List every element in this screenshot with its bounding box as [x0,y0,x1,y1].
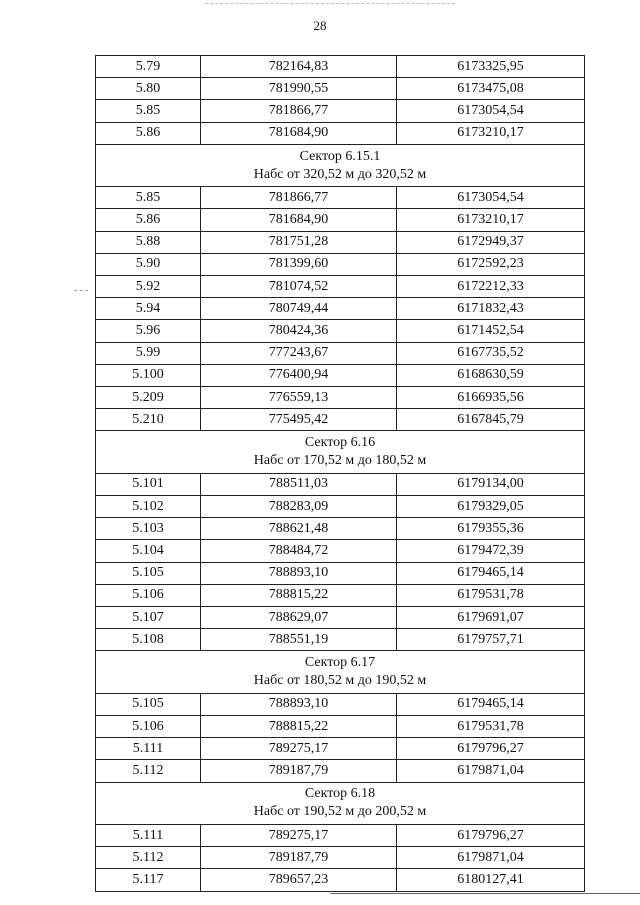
y-coordinate-cell: 6173325,95 [397,56,585,78]
table-row [96,187,585,209]
point-number-cell: 5.106 [96,716,201,738]
y-coordinate-cell: 6171832,43 [397,298,585,320]
x-coordinate-cell: 781990,55 [201,78,397,100]
point-number-cell: 5.102 [96,496,201,518]
y-coordinate-cell: 6179531,78 [397,584,585,606]
y-coordinate-cell: 6179757,71 [397,629,585,651]
table-row [96,209,585,231]
x-coordinate-cell: 776559,13 [201,386,397,408]
table-row [96,386,585,408]
x-coordinate-cell: 788893,10 [201,693,397,715]
y-coordinate-cell: 6167845,79 [397,409,585,431]
sector-height-range: Набс от 170,52 м до 180,52 м [253,453,427,469]
x-coordinate-cell: 776400,94 [201,364,397,386]
point-number-cell: 5.90 [96,253,201,275]
x-coordinate-cell: 777243,67 [201,342,397,364]
table-row [96,825,585,847]
x-coordinate-cell: 782164,83 [201,56,397,78]
x-coordinate-cell: 788511,03 [201,473,397,495]
coordinates-table-body [96,56,585,892]
y-coordinate-cell: 6179472,39 [397,540,585,562]
table-row [96,473,585,495]
point-number-cell: 5.111 [96,738,201,760]
point-number-cell: 5.108 [96,629,201,651]
point-number-cell: 5.101 [96,473,201,495]
y-coordinate-cell: 6171452,54 [397,320,585,342]
sector-height-range: Набс от 320,52 м до 320,52 м [253,166,427,182]
sector-header [96,651,585,694]
y-coordinate-cell: 6179871,04 [397,760,585,782]
y-coordinate-cell: 6173475,08 [397,78,585,100]
point-number-cell: 5.80 [96,78,201,100]
point-number-cell: 5.105 [96,562,201,584]
point-number-cell: 5.94 [96,298,201,320]
x-coordinate-cell: 789187,79 [201,760,397,782]
x-coordinate-cell: 781074,52 [201,276,397,298]
top-scan-rule [205,3,455,4]
table-row [96,100,585,122]
y-coordinate-cell: 6179465,14 [397,562,585,584]
point-number-cell: 5.96 [96,320,201,342]
y-coordinate-cell: 6172592,23 [397,253,585,275]
sector-header-row [96,651,585,694]
x-coordinate-cell: 775495,42 [201,409,397,431]
point-number-cell: 5.112 [96,760,201,782]
sector-title: Сектор 6.17 [304,655,376,671]
bottom-scan-rule [330,893,640,894]
y-coordinate-cell: 6167735,52 [397,342,585,364]
table-row [96,231,585,253]
point-number-cell: 5.104 [96,540,201,562]
x-coordinate-cell: 788629,07 [201,606,397,628]
table-row [96,716,585,738]
x-coordinate-cell: 781684,90 [201,209,397,231]
x-coordinate-cell: 788551,19 [201,629,397,651]
sector-title: Сектор 6.18 [304,786,376,802]
x-coordinate-cell: 781866,77 [201,187,397,209]
point-number-cell: 5.112 [96,847,201,869]
point-number-cell: 5.107 [96,606,201,628]
y-coordinate-cell: 6173210,17 [397,209,585,231]
table-row [96,253,585,275]
x-coordinate-cell: 789657,23 [201,869,397,891]
x-coordinate-cell: 780749,44 [201,298,397,320]
y-coordinate-cell: 6179355,36 [397,518,585,540]
table-row [96,847,585,869]
point-number-cell: 5.88 [96,231,201,253]
point-number-cell: 5.103 [96,518,201,540]
sector-header [96,431,585,474]
table-row [96,298,585,320]
x-coordinate-cell: 788621,48 [201,518,397,540]
point-number-cell: 5.85 [96,187,201,209]
point-number-cell: 5.85 [96,100,201,122]
y-coordinate-cell: 6173210,17 [397,122,585,144]
y-coordinate-cell: 6179134,00 [397,473,585,495]
sector-header [96,144,585,187]
y-coordinate-cell: 6179871,04 [397,847,585,869]
coordinates-table [95,55,585,892]
x-coordinate-cell: 788815,22 [201,584,397,606]
sector-header-row [96,144,585,187]
y-coordinate-cell: 6173054,54 [397,187,585,209]
y-coordinate-cell: 6179691,07 [397,606,585,628]
y-coordinate-cell: 6179796,27 [397,825,585,847]
x-coordinate-cell: 789275,17 [201,738,397,760]
table-row [96,78,585,100]
sector-header-row [96,782,585,825]
sector-title: Сектор 6.16 [304,435,376,451]
y-coordinate-cell: 6173054,54 [397,100,585,122]
x-coordinate-cell: 781399,60 [201,253,397,275]
x-coordinate-cell: 781684,90 [201,122,397,144]
x-coordinate-cell: 788484,72 [201,540,397,562]
table-row [96,738,585,760]
point-number-cell: 5.106 [96,584,201,606]
table-row [96,56,585,78]
table-row [96,518,585,540]
y-coordinate-cell: 6179465,14 [397,693,585,715]
x-coordinate-cell: 789275,17 [201,825,397,847]
x-coordinate-cell: 781751,28 [201,231,397,253]
x-coordinate-cell: 788893,10 [201,562,397,584]
x-coordinate-cell: 788283,09 [201,496,397,518]
x-coordinate-cell: 780424,36 [201,320,397,342]
page-number: 28 [313,18,327,33]
point-number-cell: 5.105 [96,693,201,715]
point-number-cell: 5.86 [96,122,201,144]
y-coordinate-cell: 6179329,05 [397,496,585,518]
table-row [96,540,585,562]
y-coordinate-cell: 6166935,56 [397,386,585,408]
sector-height-range: Набс от 190,52 м до 200,52 м [253,804,427,820]
table-row [96,760,585,782]
y-coordinate-cell: 6172212,33 [397,276,585,298]
sector-height-range: Набс от 180,52 м до 190,52 м [253,673,427,689]
x-coordinate-cell: 788815,22 [201,716,397,738]
point-number-cell: 5.117 [96,869,201,891]
point-number-cell: 5.100 [96,364,201,386]
y-coordinate-cell: 6168630,59 [397,364,585,386]
table-row [96,606,585,628]
sector-title: Сектор 6.15.1 [299,148,381,164]
y-coordinate-cell: 6179796,27 [397,738,585,760]
table-row [96,409,585,431]
table-row [96,629,585,651]
point-number-cell: 5.86 [96,209,201,231]
table-row [96,320,585,342]
table-row [96,342,585,364]
sector-header-row [96,431,585,474]
x-coordinate-cell: 781866,77 [201,100,397,122]
table-row [96,276,585,298]
margin-mark [74,290,88,291]
point-number-cell: 5.111 [96,825,201,847]
point-number-cell: 5.209 [96,386,201,408]
table-row [96,869,585,891]
x-coordinate-cell: 789187,79 [201,847,397,869]
point-number-cell: 5.79 [96,56,201,78]
table-row [96,122,585,144]
point-number-cell: 5.99 [96,342,201,364]
y-coordinate-cell: 6179531,78 [397,716,585,738]
table-row [96,364,585,386]
table-row [96,562,585,584]
table-row [96,693,585,715]
y-coordinate-cell: 6180127,41 [397,869,585,891]
table-row [96,584,585,606]
point-number-cell: 5.92 [96,276,201,298]
point-number-cell: 5.210 [96,409,201,431]
table-row [96,496,585,518]
sector-header [96,782,585,825]
y-coordinate-cell: 6172949,37 [397,231,585,253]
